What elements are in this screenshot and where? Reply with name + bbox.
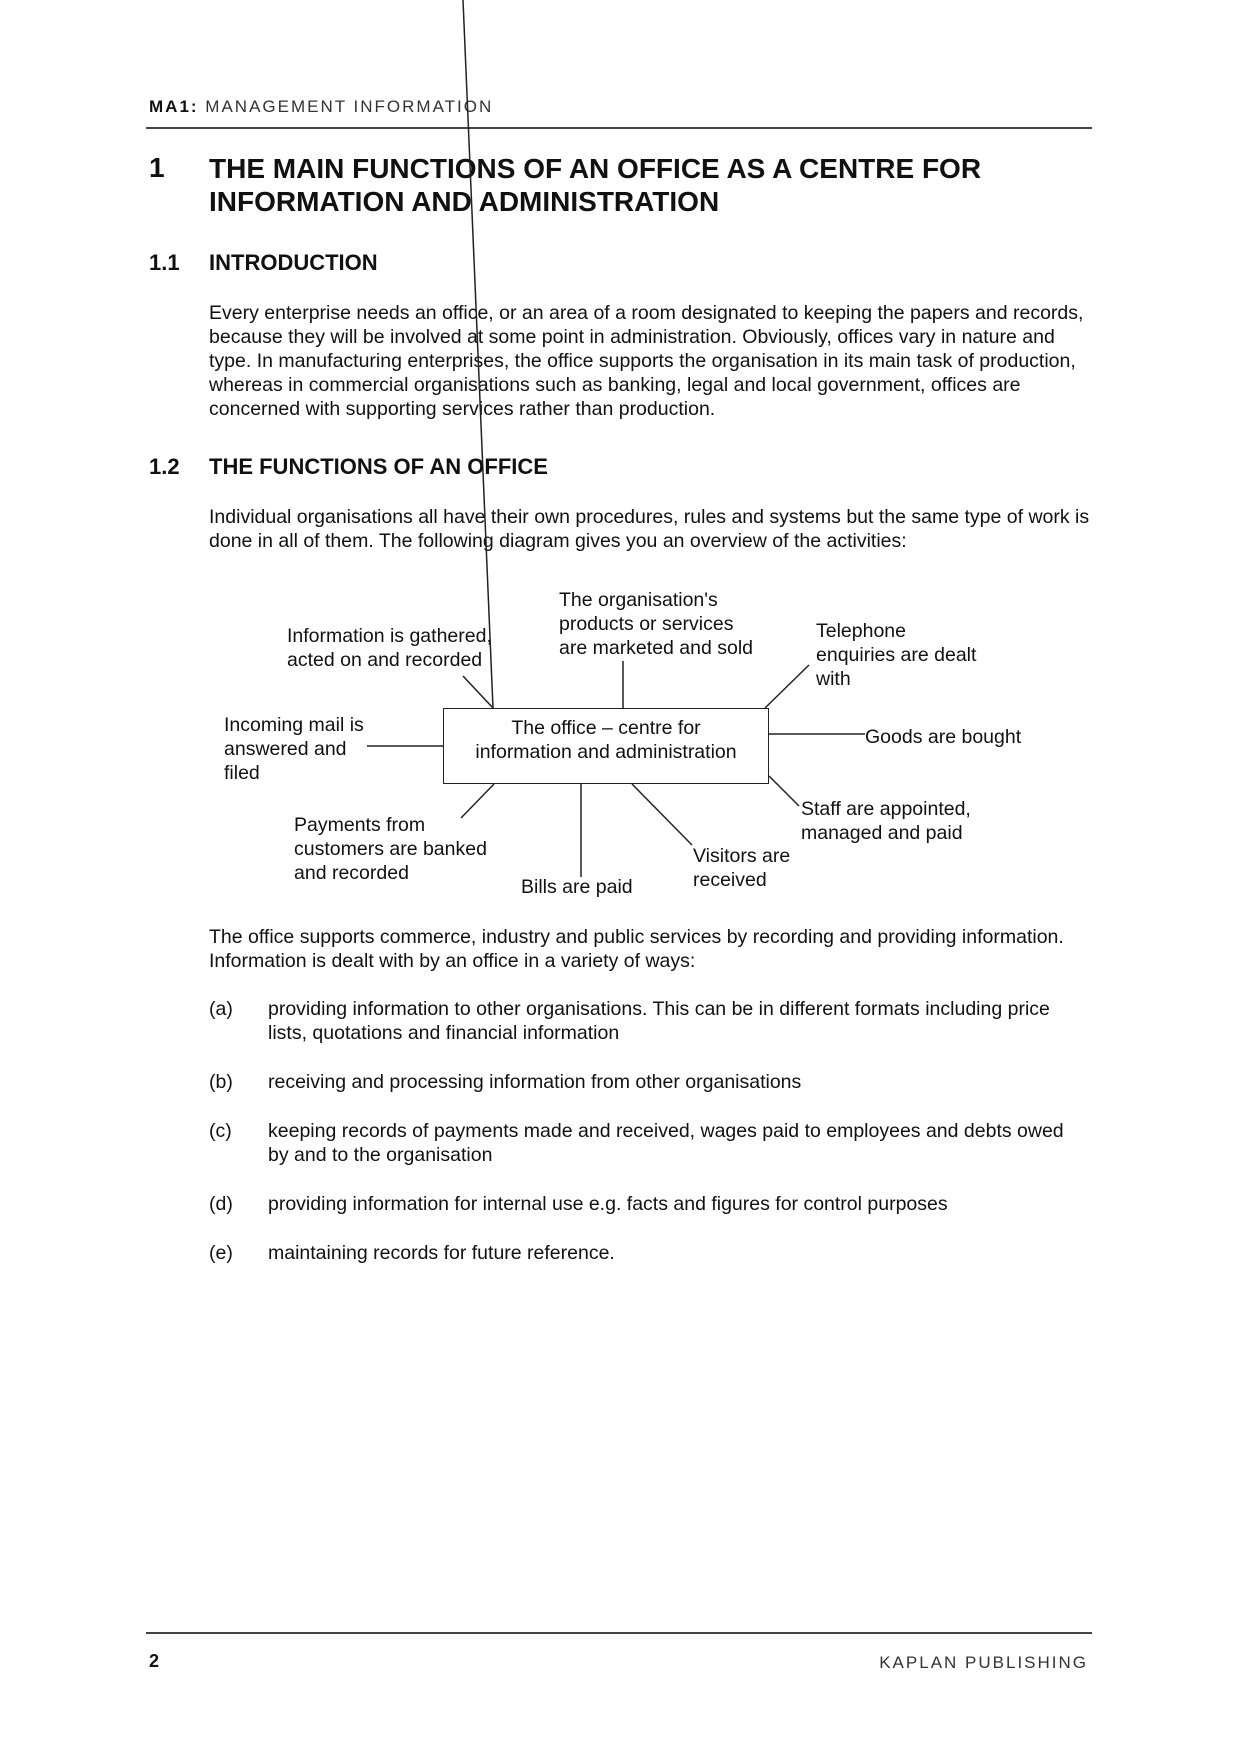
running-header [149, 97, 493, 117]
connector-telephone [765, 665, 809, 708]
label-line: acted on and recorded [287, 649, 483, 671]
label-goods-bought: Goods are bought [865, 726, 1022, 748]
publisher-name: KAPLAN PUBLISHING [879, 1653, 1088, 1672]
list-item-label: (b) [209, 1071, 233, 1093]
header-rule [146, 127, 1092, 129]
page-number: 2 [149, 1651, 160, 1671]
intro-heading: INTRODUCTION [209, 250, 378, 275]
connector-info-line [463, 676, 493, 708]
intro-number: 1.1 [149, 250, 180, 275]
label-line: received [693, 869, 767, 891]
label-line: The organisation's [559, 589, 718, 611]
label-line: Information is gathered, [287, 625, 492, 647]
list-item-text: receiving and processing information from other organisations [268, 1071, 802, 1093]
label-line: answered and [224, 738, 347, 760]
section-title: THE MAIN FUNCTIONS OF AN OFFICE AS A CENTRE FOR INFORMATION AND ADMINISTRATION [209, 153, 982, 217]
label-line: are marketed and sold [559, 637, 754, 659]
center-label-line2: information and administration [475, 741, 737, 763]
label-bills-paid: Bills are paid [521, 876, 633, 898]
header-title: MANAGEMENT INFORMATION [205, 97, 494, 116]
label-telephone [816, 619, 976, 691]
section-number: 1 [149, 152, 165, 183]
functions-paragraph: Individual organisations all have their own procedures, rules and systems but the same type of work is done in all of them. The following diagram gives you an overview of the activities: [209, 506, 1090, 552]
list-item-text: providing information for internal use e.g. facts and figures for control purposes [268, 1193, 948, 1215]
list-item-label: (a) [209, 998, 233, 1020]
label-line: Visitors are [693, 845, 791, 867]
list-item-label: (e) [209, 1242, 233, 1264]
label-line: with [816, 668, 851, 690]
label-line: Staff are appointed, [801, 798, 971, 820]
functions-heading: THE FUNCTIONS OF AN OFFICE [209, 454, 548, 479]
office-centre-box [443, 708, 769, 784]
label-line: enquiries are dealt [816, 644, 977, 666]
list-item-text: providing information to other organisations. This can be in different formats including price lists, quotations and financial information [268, 998, 1050, 1044]
label-staff [801, 797, 971, 845]
list-item-text: keeping records of payments made and received, wages paid to employees and debts owed by and to the organisation [268, 1120, 1064, 1166]
label-marketed [559, 588, 753, 660]
label-incoming-mail [224, 713, 364, 785]
label-visitors [693, 844, 790, 892]
label-line: managed and paid [801, 822, 963, 844]
footer-rule [146, 1632, 1092, 1634]
header-code: MA1: [149, 97, 199, 116]
label-info-gathered [287, 624, 492, 672]
label-line: filed [224, 762, 260, 784]
center-label-line1: The office – centre for [511, 717, 701, 739]
intro-paragraph: Every enterprise needs an office, or an area of a room designated to keeping the papers and records, because they will be involved at some point in administration. Obviously, offices vary in nature and type. In manufacturing enterprises, the office supports the organisation in its main task of production, whereas in commercial organisations such as banking, legal and local government, offices are concerned with supporting services rather than production. [209, 302, 1084, 420]
list-item-text: maintaining records for future reference. [268, 1242, 615, 1264]
label-line: products or services [559, 613, 734, 635]
label-line: Telephone [816, 620, 906, 642]
list-item-label: (c) [209, 1120, 232, 1142]
list-item-label: (d) [209, 1193, 233, 1215]
label-line: Incoming mail is [224, 714, 364, 736]
label-line: and recorded [294, 862, 409, 884]
functions-number: 1.2 [149, 454, 180, 479]
label-line: customers are banked [294, 838, 487, 860]
label-line: Payments from [294, 814, 426, 836]
summary-paragraph: The office supports commerce, industry and public services by recording and providing information. Information is dealt with by an office in a variety of ways: [209, 926, 1064, 972]
connector-visitors [632, 784, 692, 845]
label-payments [294, 813, 487, 885]
connector-staff [769, 776, 799, 806]
